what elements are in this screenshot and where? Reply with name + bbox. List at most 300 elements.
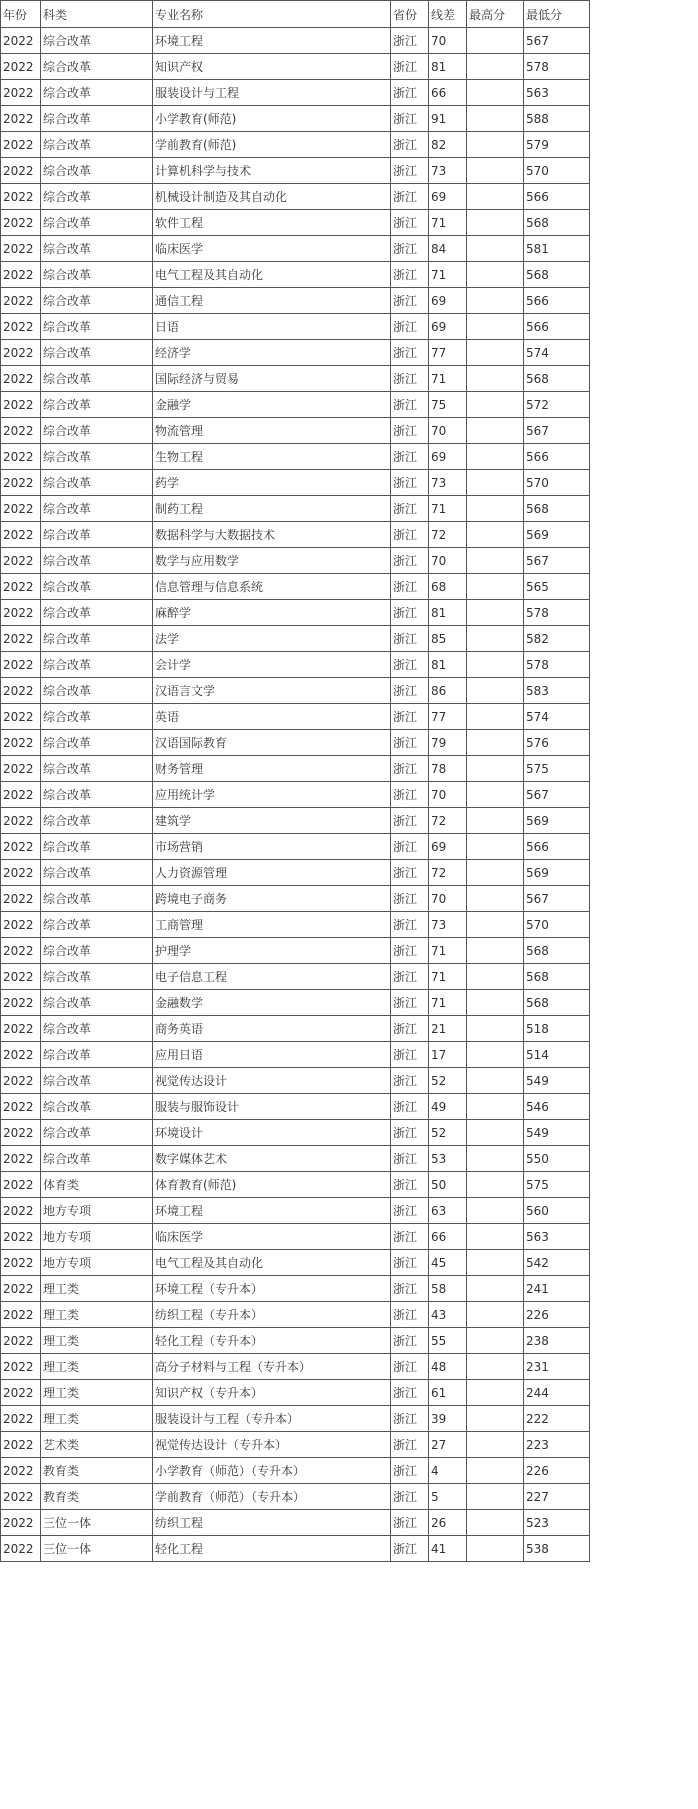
category-cell: 综合改革 — [41, 548, 153, 574]
province-cell: 浙江 — [391, 522, 429, 548]
line-diff-cell: 86 — [429, 678, 467, 704]
line-diff-cell: 73 — [429, 470, 467, 496]
year-cell: 2022 — [1, 1328, 41, 1354]
table-row — [1, 1354, 590, 1380]
major-cell: 汉语国际教育 — [153, 730, 391, 756]
max-score-cell — [467, 886, 524, 912]
line-diff-cell: 66 — [429, 80, 467, 106]
line-diff-cell: 58 — [429, 1276, 467, 1302]
table-row — [1, 1328, 590, 1354]
year-cell: 2022 — [1, 704, 41, 730]
line-diff-cell: 72 — [429, 522, 467, 548]
category-cell: 综合改革 — [41, 366, 153, 392]
year-cell: 2022 — [1, 366, 41, 392]
category-cell: 综合改革 — [41, 782, 153, 808]
table-row — [1, 366, 590, 392]
category-cell: 综合改革 — [41, 938, 153, 964]
year-cell: 2022 — [1, 522, 41, 548]
line-diff-cell: 84 — [429, 236, 467, 262]
min-score-cell: 569 — [524, 860, 590, 886]
line-diff-cell: 77 — [429, 340, 467, 366]
table-row — [1, 80, 590, 106]
category-cell: 理工类 — [41, 1276, 153, 1302]
province-cell: 浙江 — [391, 1354, 429, 1380]
major-cell: 药学 — [153, 470, 391, 496]
category-cell: 综合改革 — [41, 444, 153, 470]
min-score-cell: 572 — [524, 392, 590, 418]
province-cell: 浙江 — [391, 704, 429, 730]
min-score-cell: 578 — [524, 54, 590, 80]
province-cell: 浙江 — [391, 1094, 429, 1120]
line-diff-cell: 68 — [429, 574, 467, 600]
province-cell: 浙江 — [391, 626, 429, 652]
major-cell: 环境工程 — [153, 28, 391, 54]
max-score-cell — [467, 1094, 524, 1120]
line-diff-cell: 72 — [429, 808, 467, 834]
max-score-cell — [467, 1406, 524, 1432]
major-cell: 机械设计制造及其自动化 — [153, 184, 391, 210]
year-cell: 2022 — [1, 1406, 41, 1432]
max-score-cell — [467, 912, 524, 938]
min-score-cell: 566 — [524, 834, 590, 860]
table-row — [1, 262, 590, 288]
table-row — [1, 1276, 590, 1302]
max-score-cell — [467, 938, 524, 964]
major-cell: 通信工程 — [153, 288, 391, 314]
line-diff-cell: 69 — [429, 184, 467, 210]
category-cell: 综合改革 — [41, 184, 153, 210]
max-score-cell — [467, 782, 524, 808]
major-cell: 体育教育(师范) — [153, 1172, 391, 1198]
category-cell: 综合改革 — [41, 392, 153, 418]
year-cell: 2022 — [1, 938, 41, 964]
category-cell: 理工类 — [41, 1328, 153, 1354]
year-cell: 2022 — [1, 1432, 41, 1458]
category-cell: 三位一体 — [41, 1510, 153, 1536]
table-row — [1, 626, 590, 652]
province-cell: 浙江 — [391, 54, 429, 80]
province-cell: 浙江 — [391, 964, 429, 990]
max-score-cell — [467, 54, 524, 80]
province-cell: 浙江 — [391, 1380, 429, 1406]
table-row — [1, 756, 590, 782]
table-row — [1, 210, 590, 236]
table-row — [1, 1120, 590, 1146]
max-score-cell — [467, 678, 524, 704]
year-cell: 2022 — [1, 652, 41, 678]
category-cell: 综合改革 — [41, 340, 153, 366]
province-cell: 浙江 — [391, 444, 429, 470]
major-cell: 纺织工程 — [153, 1510, 391, 1536]
line-diff-cell: 69 — [429, 444, 467, 470]
year-cell: 2022 — [1, 236, 41, 262]
max-score-cell — [467, 756, 524, 782]
province-cell: 浙江 — [391, 600, 429, 626]
year-cell: 2022 — [1, 1042, 41, 1068]
province-cell: 浙江 — [391, 418, 429, 444]
max-score-cell — [467, 340, 524, 366]
min-score-cell: 566 — [524, 314, 590, 340]
min-score-cell: 514 — [524, 1042, 590, 1068]
major-cell: 数据科学与大数据技术 — [153, 522, 391, 548]
category-cell: 三位一体 — [41, 1536, 153, 1562]
province-cell: 浙江 — [391, 1536, 429, 1562]
category-cell: 综合改革 — [41, 886, 153, 912]
table-row — [1, 1042, 590, 1068]
table-row — [1, 1380, 590, 1406]
major-cell: 信息管理与信息系统 — [153, 574, 391, 600]
category-cell: 综合改革 — [41, 808, 153, 834]
max-score-cell — [467, 1380, 524, 1406]
major-cell: 生物工程 — [153, 444, 391, 470]
year-cell: 2022 — [1, 1354, 41, 1380]
category-cell: 综合改革 — [41, 80, 153, 106]
min-score-cell: 567 — [524, 548, 590, 574]
major-cell: 跨境电子商务 — [153, 886, 391, 912]
category-cell: 地方专项 — [41, 1224, 153, 1250]
category-cell: 综合改革 — [41, 28, 153, 54]
table-row — [1, 418, 590, 444]
province-cell: 浙江 — [391, 28, 429, 54]
line-diff-cell: 39 — [429, 1406, 467, 1432]
min-score-cell: 549 — [524, 1120, 590, 1146]
category-cell: 综合改革 — [41, 990, 153, 1016]
line-diff-cell: 66 — [429, 1224, 467, 1250]
province-cell: 浙江 — [391, 1068, 429, 1094]
header-major: 专业名称 — [153, 1, 391, 28]
max-score-cell — [467, 28, 524, 54]
table-row — [1, 886, 590, 912]
province-cell: 浙江 — [391, 574, 429, 600]
max-score-cell — [467, 210, 524, 236]
min-score-cell: 582 — [524, 626, 590, 652]
max-score-cell — [467, 626, 524, 652]
province-cell: 浙江 — [391, 1484, 429, 1510]
major-cell: 临床医学 — [153, 1224, 391, 1250]
table-row — [1, 106, 590, 132]
table-row — [1, 1146, 590, 1172]
min-score-cell: 566 — [524, 184, 590, 210]
table-row — [1, 652, 590, 678]
category-cell: 综合改革 — [41, 1120, 153, 1146]
province-cell: 浙江 — [391, 1172, 429, 1198]
min-score-cell: 568 — [524, 938, 590, 964]
max-score-cell — [467, 522, 524, 548]
year-cell: 2022 — [1, 574, 41, 600]
max-score-cell — [467, 132, 524, 158]
table-row — [1, 132, 590, 158]
category-cell: 综合改革 — [41, 1068, 153, 1094]
category-cell: 综合改革 — [41, 418, 153, 444]
province-cell: 浙江 — [391, 886, 429, 912]
min-score-cell: 569 — [524, 808, 590, 834]
year-cell: 2022 — [1, 678, 41, 704]
year-cell: 2022 — [1, 1016, 41, 1042]
max-score-cell — [467, 1354, 524, 1380]
province-cell: 浙江 — [391, 834, 429, 860]
max-score-cell — [467, 314, 524, 340]
province-cell: 浙江 — [391, 678, 429, 704]
max-score-cell — [467, 288, 524, 314]
category-cell: 综合改革 — [41, 262, 153, 288]
year-cell: 2022 — [1, 314, 41, 340]
table-row — [1, 860, 590, 886]
year-cell: 2022 — [1, 600, 41, 626]
category-cell: 综合改革 — [41, 1094, 153, 1120]
max-score-cell — [467, 1146, 524, 1172]
line-diff-cell: 49 — [429, 1094, 467, 1120]
min-score-cell: 566 — [524, 288, 590, 314]
category-cell: 理工类 — [41, 1302, 153, 1328]
province-cell: 浙江 — [391, 1198, 429, 1224]
min-score-cell: 565 — [524, 574, 590, 600]
province-cell: 浙江 — [391, 990, 429, 1016]
year-cell: 2022 — [1, 1120, 41, 1146]
min-score-cell: 576 — [524, 730, 590, 756]
min-score-cell: 588 — [524, 106, 590, 132]
category-cell: 综合改革 — [41, 756, 153, 782]
line-diff-cell: 71 — [429, 366, 467, 392]
major-cell: 麻醉学 — [153, 600, 391, 626]
category-cell: 综合改革 — [41, 912, 153, 938]
year-cell: 2022 — [1, 340, 41, 366]
min-score-cell: 546 — [524, 1094, 590, 1120]
category-cell: 理工类 — [41, 1406, 153, 1432]
year-cell: 2022 — [1, 1276, 41, 1302]
line-diff-cell: 70 — [429, 886, 467, 912]
table-row — [1, 1432, 590, 1458]
major-cell: 建筑学 — [153, 808, 391, 834]
year-cell: 2022 — [1, 730, 41, 756]
province-cell: 浙江 — [391, 1458, 429, 1484]
table-row — [1, 1172, 590, 1198]
table-row — [1, 288, 590, 314]
min-score-cell: 241 — [524, 1276, 590, 1302]
category-cell: 理工类 — [41, 1354, 153, 1380]
max-score-cell — [467, 444, 524, 470]
year-cell: 2022 — [1, 1172, 41, 1198]
major-cell: 应用统计学 — [153, 782, 391, 808]
category-cell: 综合改革 — [41, 314, 153, 340]
line-diff-cell: 21 — [429, 1016, 467, 1042]
line-diff-cell: 5 — [429, 1484, 467, 1510]
major-cell: 工商管理 — [153, 912, 391, 938]
category-cell: 综合改革 — [41, 236, 153, 262]
category-cell: 综合改革 — [41, 158, 153, 184]
max-score-cell — [467, 964, 524, 990]
table-body — [1, 28, 590, 1562]
category-cell: 综合改革 — [41, 860, 153, 886]
category-cell: 教育类 — [41, 1484, 153, 1510]
province-cell: 浙江 — [391, 496, 429, 522]
year-cell: 2022 — [1, 808, 41, 834]
category-cell: 综合改革 — [41, 288, 153, 314]
table-row — [1, 236, 590, 262]
max-score-cell — [467, 808, 524, 834]
min-score-cell: 568 — [524, 262, 590, 288]
max-score-cell — [467, 392, 524, 418]
line-diff-cell: 41 — [429, 1536, 467, 1562]
line-diff-cell: 82 — [429, 132, 467, 158]
province-cell: 浙江 — [391, 1406, 429, 1432]
major-cell: 英语 — [153, 704, 391, 730]
table-row — [1, 548, 590, 574]
table-row — [1, 1406, 590, 1432]
min-score-cell: 574 — [524, 704, 590, 730]
table-row — [1, 912, 590, 938]
max-score-cell — [467, 1068, 524, 1094]
max-score-cell — [467, 1536, 524, 1562]
table-row — [1, 470, 590, 496]
table-row — [1, 1068, 590, 1094]
year-cell: 2022 — [1, 626, 41, 652]
min-score-cell: 567 — [524, 782, 590, 808]
max-score-cell — [467, 860, 524, 886]
min-score-cell: 575 — [524, 1172, 590, 1198]
category-cell: 综合改革 — [41, 834, 153, 860]
max-score-cell — [467, 1432, 524, 1458]
min-score-cell: 244 — [524, 1380, 590, 1406]
table-row — [1, 600, 590, 626]
major-cell: 金融数学 — [153, 990, 391, 1016]
max-score-cell — [467, 106, 524, 132]
category-cell: 综合改革 — [41, 964, 153, 990]
max-score-cell — [467, 1016, 524, 1042]
table-row — [1, 1198, 590, 1224]
line-diff-cell: 43 — [429, 1302, 467, 1328]
province-cell: 浙江 — [391, 132, 429, 158]
major-cell: 小学教育（师范）（专升本） — [153, 1458, 391, 1484]
category-cell: 综合改革 — [41, 496, 153, 522]
year-cell: 2022 — [1, 990, 41, 1016]
year-cell: 2022 — [1, 1094, 41, 1120]
province-cell: 浙江 — [391, 1302, 429, 1328]
major-cell: 制药工程 — [153, 496, 391, 522]
line-diff-cell: 27 — [429, 1432, 467, 1458]
major-cell: 轻化工程 — [153, 1536, 391, 1562]
major-cell: 应用日语 — [153, 1042, 391, 1068]
header-category: 科类 — [41, 1, 153, 28]
category-cell: 地方专项 — [41, 1198, 153, 1224]
min-score-cell: 223 — [524, 1432, 590, 1458]
province-cell: 浙江 — [391, 548, 429, 574]
line-diff-cell: 69 — [429, 314, 467, 340]
major-cell: 市场营销 — [153, 834, 391, 860]
province-cell: 浙江 — [391, 1016, 429, 1042]
year-cell: 2022 — [1, 80, 41, 106]
province-cell: 浙江 — [391, 262, 429, 288]
category-cell: 综合改革 — [41, 1016, 153, 1042]
min-score-cell: 574 — [524, 340, 590, 366]
major-cell: 环境工程 — [153, 1198, 391, 1224]
min-score-cell: 569 — [524, 522, 590, 548]
major-cell: 视觉传达设计（专升本） — [153, 1432, 391, 1458]
min-score-cell: 222 — [524, 1406, 590, 1432]
year-cell: 2022 — [1, 470, 41, 496]
line-diff-cell: 77 — [429, 704, 467, 730]
category-cell: 综合改革 — [41, 132, 153, 158]
min-score-cell: 238 — [524, 1328, 590, 1354]
line-diff-cell: 4 — [429, 1458, 467, 1484]
major-cell: 财务管理 — [153, 756, 391, 782]
max-score-cell — [467, 80, 524, 106]
max-score-cell — [467, 730, 524, 756]
category-cell: 综合改革 — [41, 1146, 153, 1172]
province-cell: 浙江 — [391, 1250, 429, 1276]
line-diff-cell: 71 — [429, 210, 467, 236]
province-cell: 浙江 — [391, 158, 429, 184]
major-cell: 日语 — [153, 314, 391, 340]
table-row — [1, 496, 590, 522]
line-diff-cell: 52 — [429, 1068, 467, 1094]
max-score-cell — [467, 704, 524, 730]
min-score-cell: 567 — [524, 886, 590, 912]
category-cell: 综合改革 — [41, 210, 153, 236]
year-cell: 2022 — [1, 288, 41, 314]
year-cell: 2022 — [1, 1380, 41, 1406]
province-cell: 浙江 — [391, 1146, 429, 1172]
line-diff-cell: 52 — [429, 1120, 467, 1146]
table-row — [1, 704, 590, 730]
max-score-cell — [467, 262, 524, 288]
table-row — [1, 990, 590, 1016]
max-score-cell — [467, 1510, 524, 1536]
province-cell: 浙江 — [391, 1432, 429, 1458]
line-diff-cell: 72 — [429, 860, 467, 886]
category-cell: 综合改革 — [41, 652, 153, 678]
year-cell: 2022 — [1, 1198, 41, 1224]
category-cell: 综合改革 — [41, 470, 153, 496]
major-cell: 电气工程及其自动化 — [153, 1250, 391, 1276]
province-cell: 浙江 — [391, 1224, 429, 1250]
table-row — [1, 1094, 590, 1120]
year-cell: 2022 — [1, 860, 41, 886]
province-cell: 浙江 — [391, 210, 429, 236]
line-diff-cell: 53 — [429, 1146, 467, 1172]
table-row — [1, 1250, 590, 1276]
major-cell: 电子信息工程 — [153, 964, 391, 990]
major-cell: 服装设计与工程（专升本） — [153, 1406, 391, 1432]
min-score-cell: 578 — [524, 652, 590, 678]
line-diff-cell: 70 — [429, 782, 467, 808]
min-score-cell: 550 — [524, 1146, 590, 1172]
min-score-cell: 568 — [524, 496, 590, 522]
table-row — [1, 1484, 590, 1510]
line-diff-cell: 69 — [429, 834, 467, 860]
province-cell: 浙江 — [391, 340, 429, 366]
line-diff-cell: 71 — [429, 990, 467, 1016]
line-diff-cell: 50 — [429, 1172, 467, 1198]
max-score-cell — [467, 496, 524, 522]
max-score-cell — [467, 1458, 524, 1484]
table-row — [1, 678, 590, 704]
min-score-cell: 549 — [524, 1068, 590, 1094]
major-cell: 纺织工程（专升本） — [153, 1302, 391, 1328]
max-score-cell — [467, 1328, 524, 1354]
line-diff-cell: 61 — [429, 1380, 467, 1406]
max-score-cell — [467, 158, 524, 184]
province-cell: 浙江 — [391, 288, 429, 314]
line-diff-cell: 91 — [429, 106, 467, 132]
line-diff-cell: 73 — [429, 158, 467, 184]
major-cell: 电气工程及其自动化 — [153, 262, 391, 288]
min-score-cell: 579 — [524, 132, 590, 158]
min-score-cell: 567 — [524, 418, 590, 444]
table-row — [1, 392, 590, 418]
year-cell: 2022 — [1, 210, 41, 236]
line-diff-cell: 73 — [429, 912, 467, 938]
max-score-cell — [467, 1198, 524, 1224]
